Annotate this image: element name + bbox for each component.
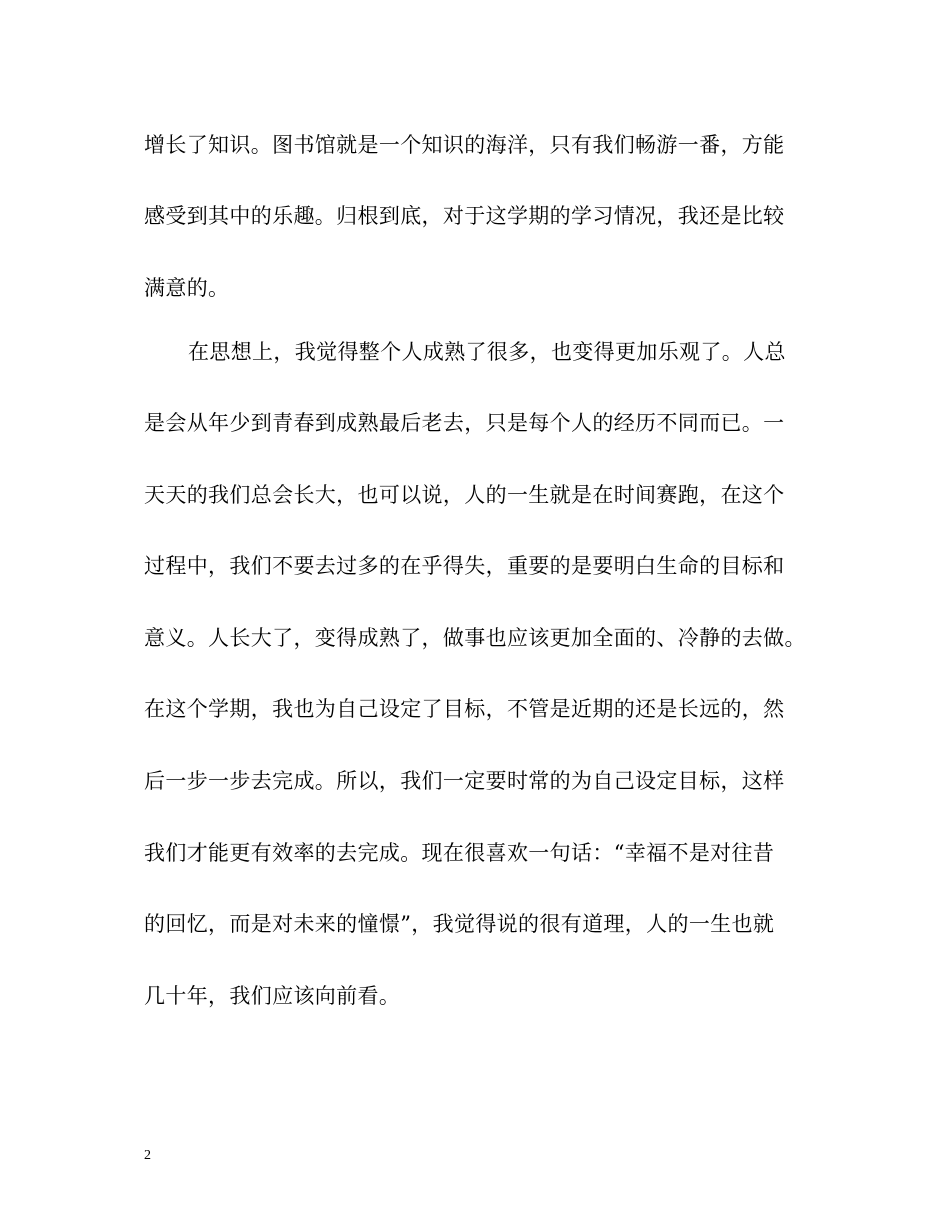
page-number: 2 [144,1148,151,1163]
paragraph-line: 过程中，我们不要去过多的在乎得失，重要的是要明白生命的目标和 [144,554,785,578]
paragraph-line: 后一步一步去完成。所以，我们一定要时常的为自己设定目标，这样 [144,769,785,793]
paragraph-line: 的回忆，而是对未来的憧憬”，我觉得说的很有道理，人的一生也就 [144,912,775,936]
paragraph-line: 是会从年少到青春到成熟最后老去，只是每个人的经历不同而已。一 [144,411,785,435]
paragraph-line: 增长了知识。图书馆就是一个知识的海洋，只有我们畅游一番，方能 [144,133,785,157]
paragraph-line: 满意的。 [144,276,230,300]
paragraph-line: 意义。人长大了，变得成熟了，做事也应该更加全面的、冷静的去做。 [144,626,806,650]
paragraph-line: 在这个学期，我也为自己设定了目标，不管是近期的还是长远的，然 [144,697,785,721]
paragraph-line: 我们才能更有效率的去完成。现在很喜欢一句话：“幸福不是对往昔 [144,841,775,865]
paragraph-line: 天天的我们总会长大，也可以说，人的一生就是在时间赛跑，在这个 [144,483,785,507]
paragraph-line: 几十年，我们应该向前看。 [144,984,401,1008]
paragraph-line: 感受到其中的乐趣。归根到底，对于这学期的学习情况，我还是比较 [144,204,785,228]
paragraph-line: 在思想上，我觉得整个人成熟了很多，也变得更加乐观了。人总 [188,340,786,364]
